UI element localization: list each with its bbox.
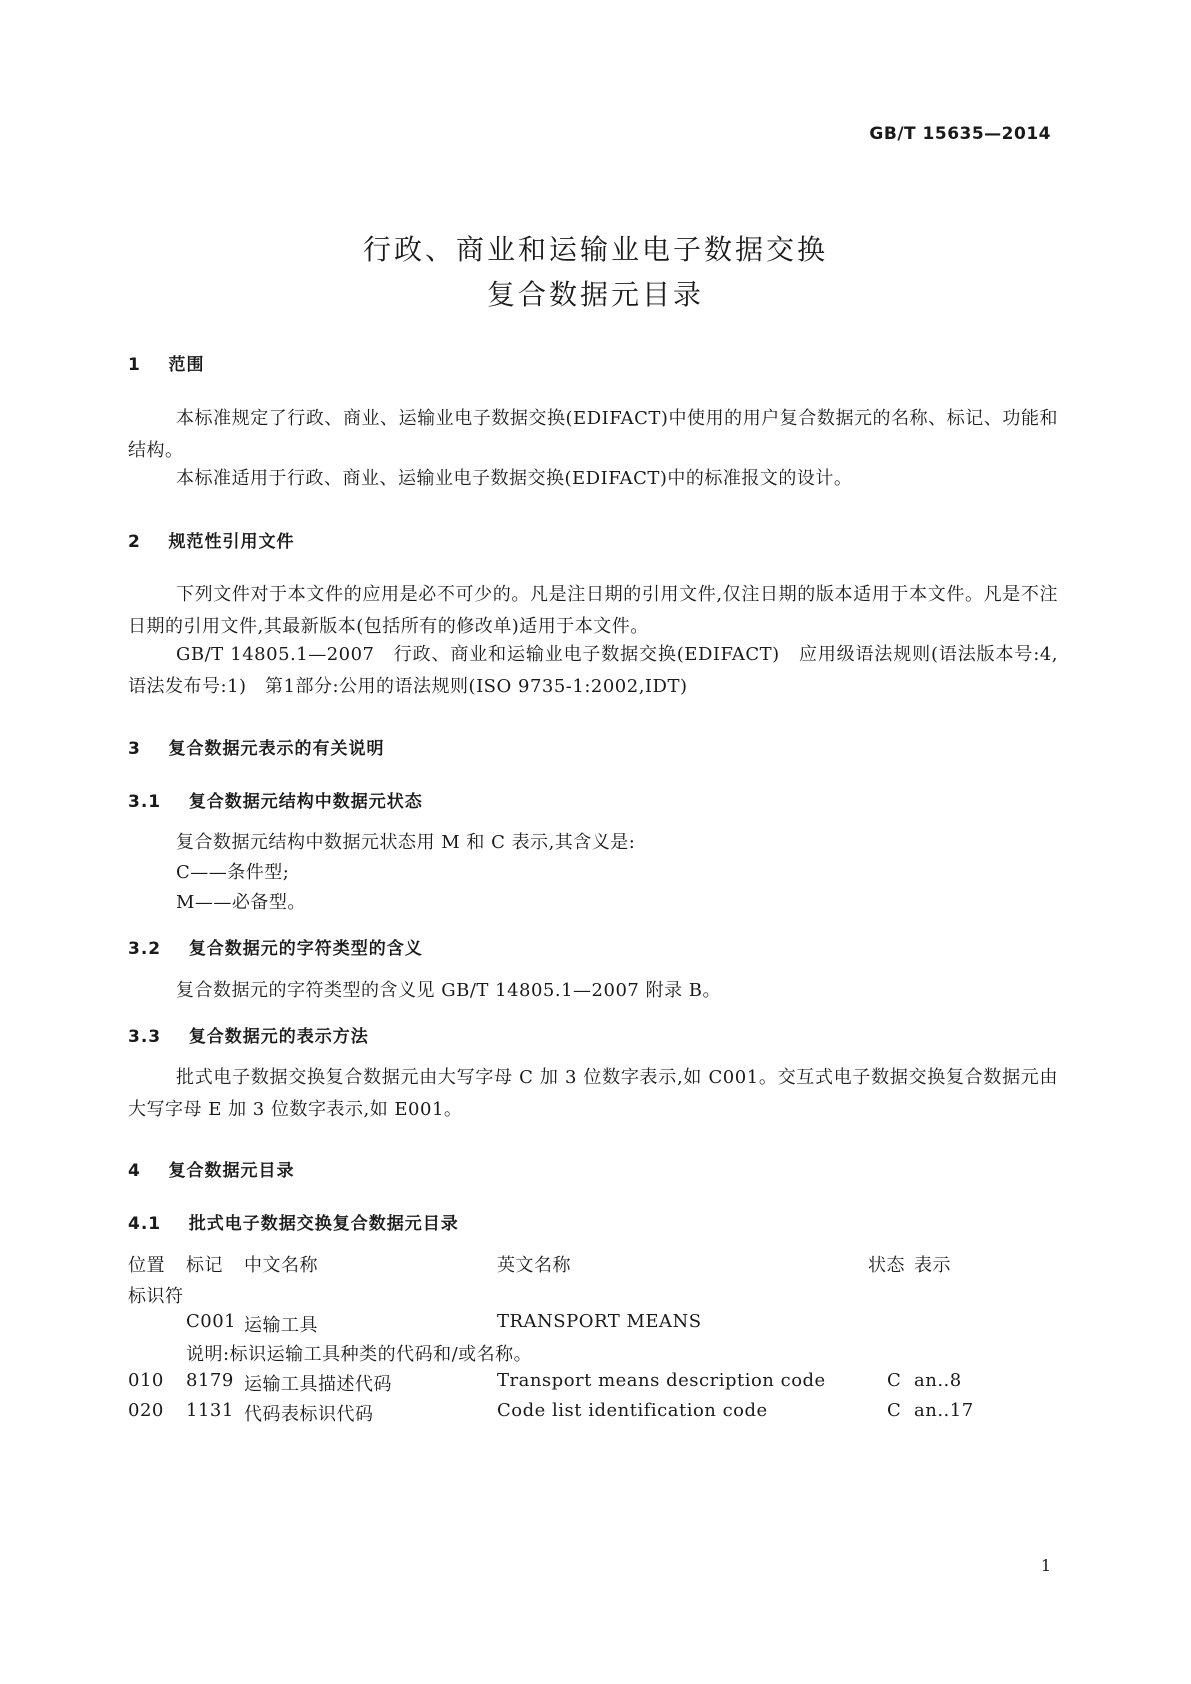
header-english-name: 英文名称	[497, 1255, 571, 1276]
paragraph: 下列文件对于本文件的应用是必不可少的。凡是注日期的引用文件,仅注日期的版本适用于本文件。凡是不注日期的引用文件,其最新版本(包括所有的修改单)适用于本文件。	[128, 584, 1058, 637]
section-1-heading	[128, 350, 205, 375]
status-m-definition: M——必备型。	[176, 892, 306, 913]
normative-reference: GB/T 14805.1—2007 行政、商业和运输业电子数据交换(EDIFACT) 应用级语法规则(语法版本号:4,语法发布号:1) 第1部分:公用的语法规则(ISO 9735-1:2002,IDT)	[128, 644, 1058, 697]
section-title: 复合数据元的字符类型的含义	[188, 939, 423, 959]
paragraph: 批式电子数据交换复合数据元由大写字母 C 加 3 位数字表示,如 C001。交互式电子数据交换复合数据元由大写字母 E 加 3 位数字表示,如 E001。	[128, 1067, 1058, 1120]
section-4-heading	[128, 1156, 295, 1181]
row-tag: 8179	[186, 1370, 234, 1391]
row-representation: an..17	[914, 1400, 974, 1421]
row-english-name: Code list identification code	[497, 1400, 768, 1421]
section-number: 2	[128, 532, 141, 552]
section-3-3-heading	[128, 1022, 369, 1047]
header-chinese-name: 中文名称	[244, 1255, 318, 1276]
paragraph: 复合数据元的字符类型的含义见 GB/T 14805.1—2007 附录 B。	[176, 980, 722, 1001]
composite-english-name: TRANSPORT MEANS	[497, 1311, 702, 1332]
section-number: 4.1	[128, 1214, 162, 1234]
document-title-line-1: 行政、商业和运输业电子数据交换	[362, 233, 828, 266]
paragraph: 本标准规定了行政、商业、运输业电子数据交换(EDIFACT)中使用的用户复合数据元的名称、标记、功能和结构。	[128, 408, 1058, 461]
header-tag: 标记	[186, 1255, 223, 1276]
row-tag: 1131	[186, 1400, 234, 1421]
composite-note: 说明:标识运输工具种类的代码和/或名称。	[186, 1344, 533, 1365]
row-position: 020	[128, 1400, 164, 1421]
section-title: 复合数据元的表示方法	[188, 1027, 369, 1047]
section-2-heading	[128, 527, 295, 552]
section-3-2-heading	[128, 934, 423, 959]
section-title: 范围	[168, 355, 205, 375]
section-number: 3	[128, 739, 141, 759]
status-c-definition: C——条件型;	[176, 862, 290, 883]
section-number: 3.2	[128, 939, 162, 959]
row-english-name: Transport means description code	[497, 1370, 826, 1391]
row-chinese-name: 运输工具描述代码	[244, 1374, 392, 1395]
section-number: 4	[128, 1161, 141, 1181]
section-3-heading	[128, 734, 385, 759]
header-position: 位置	[128, 1255, 165, 1276]
header-identifier: 标识符	[128, 1286, 184, 1307]
section-3-1-heading	[128, 787, 423, 812]
section-title: 复合数据元表示的有关说明	[168, 739, 385, 759]
paragraph: 复合数据元结构中数据元状态用 M 和 C 表示,其含义是:	[176, 832, 636, 853]
composite-chinese-name: 运输工具	[244, 1315, 318, 1336]
section-title: 复合数据元目录	[168, 1161, 295, 1181]
row-chinese-name: 代码表标识代码	[244, 1404, 374, 1425]
section-title: 复合数据元结构中数据元状态	[188, 792, 423, 812]
header-status: 状态	[868, 1255, 905, 1276]
standard-code: GB/T 15635—2014	[869, 124, 1051, 144]
row-status: C	[887, 1370, 902, 1391]
row-representation: an..8	[914, 1370, 962, 1391]
section-4-1-heading	[128, 1209, 459, 1234]
page-number: 1	[1040, 1556, 1051, 1575]
header-representation: 表示	[914, 1255, 951, 1276]
paragraph: 本标准适用于行政、商业、运输业电子数据交换(EDIFACT)中的标准报文的设计。	[176, 468, 853, 489]
row-position: 010	[128, 1370, 164, 1391]
row-status: C	[887, 1400, 902, 1421]
section-number: 1	[128, 355, 141, 375]
section-title: 规范性引用文件	[168, 532, 295, 552]
section-number: 3.1	[128, 792, 162, 812]
section-title: 批式电子数据交换复合数据元目录	[188, 1214, 459, 1234]
document-title-line-2: 复合数据元目录	[486, 278, 704, 311]
section-number: 3.3	[128, 1027, 162, 1047]
composite-tag: C001	[186, 1311, 237, 1332]
